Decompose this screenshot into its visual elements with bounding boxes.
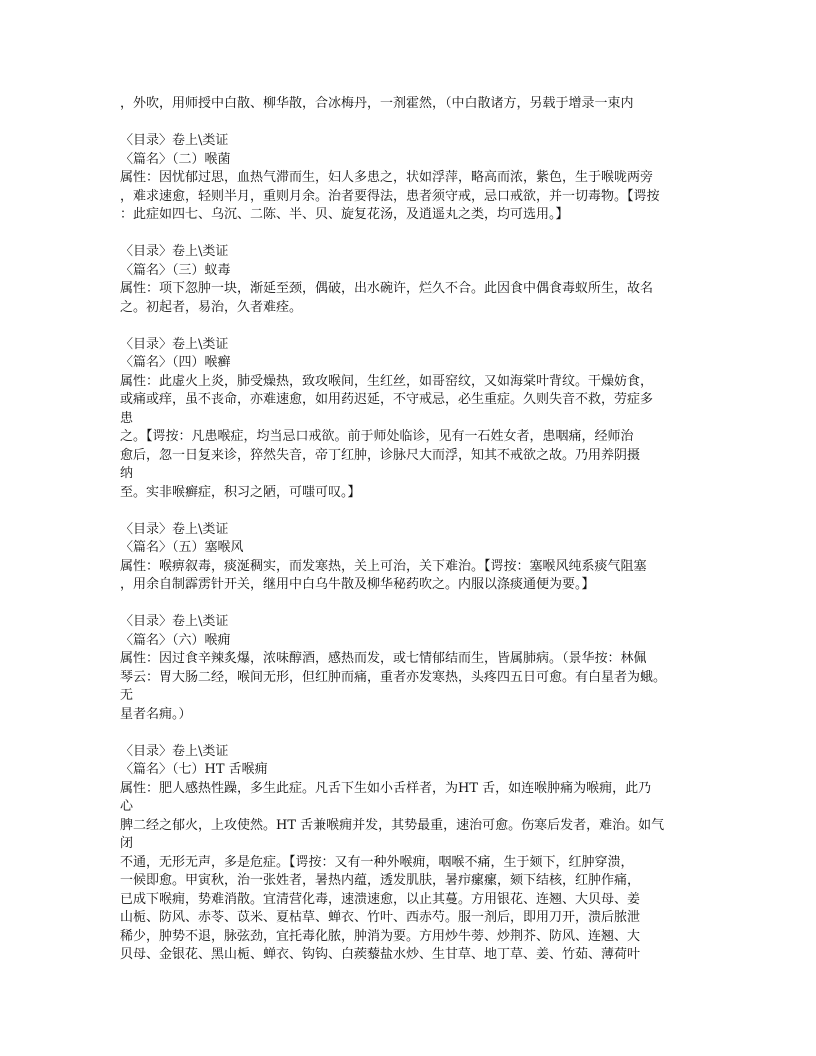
text-line: 至。实非喉癣症，积习之陋，可嗤可叹。】 bbox=[120, 484, 361, 500]
chapter-title: 〈篇名〉（二）喉菌 bbox=[120, 151, 231, 167]
blank-line bbox=[120, 724, 700, 743]
text-line: 星者名痈。） bbox=[120, 706, 192, 722]
document-page bbox=[120, 95, 700, 965]
text-line: 闭 bbox=[120, 836, 134, 851]
text-line: 纳 bbox=[120, 466, 134, 481]
catalog-heading: 〈目录〉卷上\类证 bbox=[120, 133, 229, 148]
blank-line bbox=[120, 595, 700, 614]
chapter-title: 〈篇名〉（六）喉痈 bbox=[120, 632, 231, 648]
text-line: 山栀、防风、赤苓、苡米、夏枯草、蝉衣、竹叶、西赤芍。服一剂后，即用刀开，溃后脓泄 bbox=[120, 910, 641, 925]
text-line: 属性：肥人感热性躁，多生此症。凡舌下生如小舌样者，为HT 舌，如连喉肿痛为喉痈，此乃 bbox=[120, 780, 652, 796]
text-line: 或痛或痒，虽不丧命，亦难速愈，如用药迟延，不守戒忌，必生重症。久则失音不救，劳症多 bbox=[120, 392, 654, 407]
catalog-heading: 〈目录〉卷上\类证 bbox=[120, 244, 229, 259]
text-line: 属性：喉痹叙毒，痰涎稠实，而发寒热，关上可治，关下难治。【谔按：塞喉风纯系痰气阻塞 bbox=[120, 558, 647, 574]
text-line: 属性：此虚火上炎，肺受燥热，致攻喉间，生红丝，如哥窑纹，又如海棠叶背纹。干燥妨食， bbox=[120, 373, 654, 389]
text-line: 稀少，肿势不退，脉弦劲，宜托毒化脓，肿消为要。方用炒牛蒡、炒荆芥、防风、连翘、大 bbox=[120, 928, 641, 944]
text-line: ：此症如四七、乌沉、二陈、半、贝、旋复花汤，及逍遥丸之类，均可选用。】 bbox=[120, 207, 569, 222]
text-line: 心 bbox=[120, 799, 134, 814]
blank-line bbox=[120, 225, 700, 244]
text-line: 属性：因过食辛辣炙爆，浓味醇酒，感热而发，或七情郁结而生，皆属肺病。（景华按：林佩 bbox=[120, 651, 647, 666]
text-line: 患 bbox=[120, 410, 134, 426]
text-line: 琴云：胃大肠二经，喉间无形，但红肿而痛，重者亦发寒热，头疼四五日可愈。有白星者为蛾。 bbox=[120, 669, 667, 685]
text-line: 无 bbox=[120, 688, 134, 703]
text-line: ，难求速愈，轻则半月，重则月余。治者要得法，患者须守戒，忌口戒欲，并一切毒物。【谔按 bbox=[120, 188, 660, 204]
text-line: 一候即愈。甲寅秋，治一张姓者，暑热内蕴，透发肌肤，暑疖瘰瘰，颏下结核，红肿作痛， bbox=[120, 873, 641, 888]
text-line: 之。【谔按：凡患喉症，均当忌口戒欲。前于师处临诊，见有一石姓女者，患咽痛，经师治 bbox=[120, 429, 634, 444]
text-line: ，外吹，用师授中白散、柳华散，合冰梅丹，一剂霍然，（中白散诸方，另载于增录一束内 bbox=[120, 96, 634, 111]
text-line: 已成下喉痈，势难消散。宜清营化毒，速溃速愈，以止其蔓。方用银花、连翘、大贝母、姜 bbox=[120, 891, 641, 907]
blank-line bbox=[120, 502, 700, 521]
text-line: 脾二经之郁火，上攻使然。HT 舌兼喉痈并发，其势最重，速治可愈。伤寒后发者，难治。如气 bbox=[120, 817, 665, 833]
blank-line bbox=[120, 114, 700, 133]
chapter-title: 〈篇名〉（五）塞喉风 bbox=[120, 540, 244, 555]
catalog-heading: 〈目录〉卷上\类证 bbox=[120, 521, 229, 537]
catalog-heading: 〈目录〉卷上\类证 bbox=[120, 336, 229, 352]
catalog-heading: 〈目录〉卷上\类证 bbox=[120, 614, 229, 629]
text-line: 属性：项下忽肿一块，渐延至颈，偶破，出水碗许，烂久不合。此因食中偶食毒蚁所生，故名 bbox=[120, 281, 654, 296]
text-line: 之。初起者，易治，久者难痊。 bbox=[120, 299, 303, 315]
chapter-title: 〈篇名〉（四）喉癣 bbox=[120, 355, 231, 370]
text-line: ，用余自制霹雳针开关，继用中白乌牛散及柳华秘药吹之。内服以涤痰通便为要。】 bbox=[120, 577, 595, 592]
text-line: 不通，无形无声，多是危症。【谔按：又有一种外喉痈，咽喉不痛，生于颏下，红肿穿溃， bbox=[120, 854, 634, 870]
chapter-title: 〈篇名〉（三）蚁毒 bbox=[120, 262, 231, 278]
text-line: 贝母、金银花、黑山栀、蝉衣、钩钩、白蒺藜盐水炒、生甘草、地丁草、姜、竹茹、薄荷叶 bbox=[120, 947, 641, 962]
text-line: 愈后，忽一日复来诊，猝然失音，帝丁红肿，诊脉尺大而浮，知其不戒欲之故。乃用养阴摄 bbox=[120, 447, 641, 463]
catalog-heading: 〈目录〉卷上\类证 bbox=[120, 743, 229, 759]
blank-line bbox=[120, 317, 700, 336]
text-line: 属性：因忧郁过思，血热气滞而生，妇人多患之，状如浮萍，略高而浓，紫色，生于喉咙两旁 bbox=[120, 170, 654, 185]
chapter-title: 〈篇名〉（七）HT 舌喉痈 bbox=[120, 762, 268, 777]
